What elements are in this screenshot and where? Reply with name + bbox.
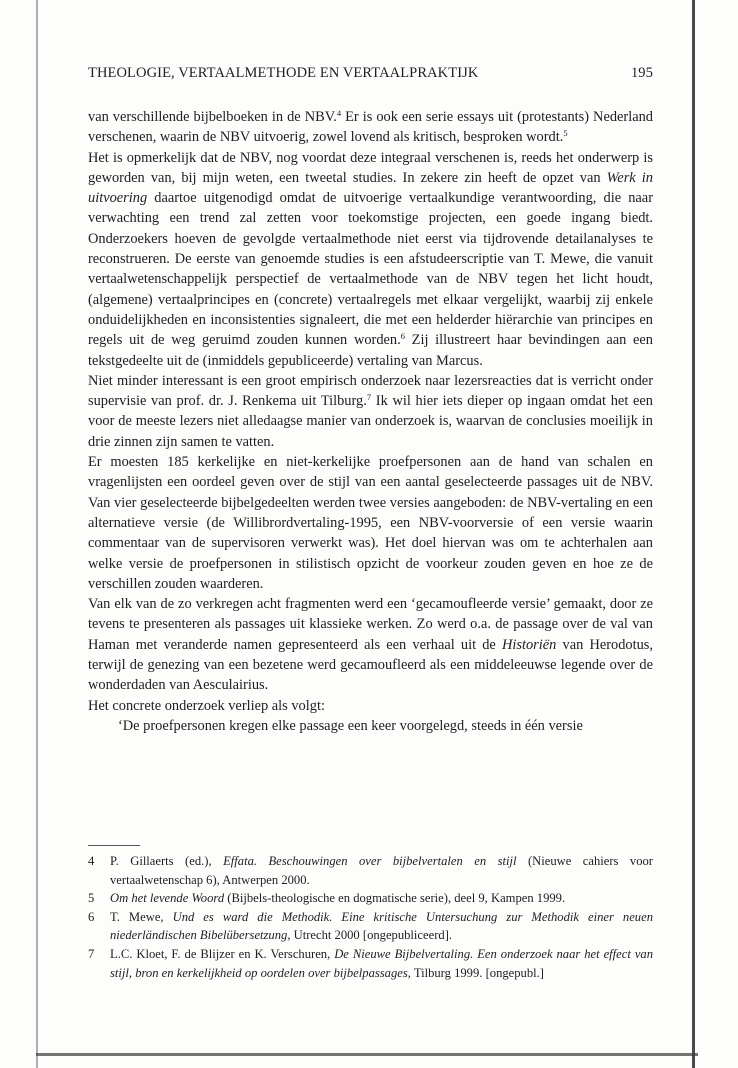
footnote-number: 7 bbox=[88, 946, 95, 961]
footnote-separator bbox=[88, 845, 140, 846]
scan-right-edge bbox=[692, 0, 695, 1068]
italic-title: De Nieuwe Bijbelvertaling. Een onderzoek naar het effect van stijl, bron en kerkelijkheid op oordelen over bijbelpassages bbox=[110, 946, 653, 980]
running-head-title: THEOLOGIE, VERTAALMETHODE EN VERTAALPRAKTIJK bbox=[88, 65, 479, 81]
footnote-number: 6 bbox=[88, 909, 95, 924]
text-run: Het is opmerkelijk dat de NBV, nog voordat deze integraal verschenen is, reeds het onderwerp is geworden van, bij mijn weten, een tweetal studies. In zekere zin heeft de opzet van bbox=[88, 149, 653, 186]
footnote-text bbox=[110, 908, 653, 945]
footnote-text bbox=[110, 945, 653, 982]
paragraph: Het concrete onderzoek verliep als volgt: bbox=[88, 697, 325, 714]
italic-title: Om het levende Woord bbox=[110, 891, 225, 906]
page-number: 195 bbox=[630, 65, 653, 81]
paragraph bbox=[88, 107, 653, 148]
text-run: , Tilburg 1999. [ongepubl.] bbox=[407, 965, 544, 980]
paragraph: Er moesten 185 kerkelijke en niet-kerkelijke proefpersonen aan de hand van schalen en vragenlijsten een oordeel geven over de stijl van een aantal geselecteerde passages uit de NBV. Van vier geselecteerde bijbelgedeelten werden twee versies aangeboden: de NBV-vertaling en een alternatieve versie (de Willibrordvertaling-1995, een NBV-voorversie of een versie waarin commentaar van de supervisoren verwerkt was). Het doel hiervan was om te achterhalen aan welke versie de proefpersonen in stilistisch opzicht de voorkeur zouden geven en hoe ze de verschillen zouden waarderen. bbox=[88, 454, 653, 592]
scan-left-edge bbox=[36, 0, 38, 1068]
text-run: (Bijbels-theologische en dogmatische serie), deel 9, Kampen 1999. bbox=[224, 891, 566, 906]
italic-title: Werk in uitvoering bbox=[88, 169, 653, 207]
quote-paragraph: ‘De proefpersonen kregen elke passage een keer voorgelegd, steeds in één versie bbox=[118, 717, 583, 734]
footnote-4 bbox=[88, 852, 653, 889]
text-run: L.C. Kloet, F. de Blijzer en K. Verschuren, bbox=[110, 946, 335, 961]
footnote-number: 5 bbox=[88, 891, 95, 906]
text-run: daartoe uitgenodigd omdat de uitvoerige vertaalkundige verantwoording, die naar verwachting een trend zal zetten voor toekomstige projecten, een goede ingang biedt. Onderzoekers hoeven de gevolgde vertaalmethode niet eerst via tijdrovende detailanalyses te reconstrueren. De eerste van genoemde studies is een afstudeerscriptie van T. Mewe, die vanuit vertaalwetenschappelijk perspectief de vertaalmethode van de NBV tegen het licht houdt, (algemene) vertaalprincipes en (concrete) vertaalregels met elkaar vergelijkt, waarbij zij enkele onduidelijkheden en inconsistenties signaleert, die met een helderder hiërarchie van principes en regels uit de weg geruimd zouden kunnen worden. bbox=[88, 190, 653, 349]
text-run: , Utrecht 2000 [ongepubliceerd]. bbox=[287, 928, 453, 943]
scan-bottom-edge bbox=[36, 1053, 698, 1056]
footnote-ref-6[interactable]: 6 bbox=[400, 331, 405, 342]
text-run: P. Gillaerts (ed.), bbox=[110, 854, 224, 868]
text-run: van Herodotus, terwijl de genezing van een bezetene werd gecamoufleerd als een middeleeuwse legende over de wonderdaden van Aesculairius. bbox=[88, 636, 654, 694]
italic-title: Und es ward die Methodik. Eine kritische Untersuchung zur Methodik einer neuen niederländischen Bibelübersetzung bbox=[110, 909, 653, 943]
text-run: T. Mewe, bbox=[110, 909, 173, 924]
main-text bbox=[88, 107, 653, 736]
footnote-6 bbox=[88, 908, 653, 945]
running-header bbox=[88, 65, 653, 82]
paragraph bbox=[88, 148, 653, 371]
footnote-ref-4[interactable]: 4 bbox=[336, 108, 342, 118]
footnote-ref-7[interactable]: 7 bbox=[366, 392, 372, 403]
footnote-number: 4 bbox=[88, 854, 95, 868]
italic-title: Historiën bbox=[501, 636, 557, 653]
footnotes bbox=[88, 852, 653, 982]
footnote-text bbox=[110, 889, 653, 908]
paragraph bbox=[88, 594, 653, 695]
text-run: van verschillende bijbelboeken in de NBV. bbox=[88, 109, 337, 125]
text-run: Er is ook een serie essays uit (protestants) Nederland verschenen, waarin de NBV uitvoerig, zowel lovend als kritisch, besproken wordt. bbox=[88, 109, 653, 146]
footnote-text bbox=[110, 852, 653, 889]
footnote-ref-5[interactable]: 5 bbox=[563, 128, 568, 139]
text-run: Niet minder interessant is een groot empirisch onderzoek naar lezersreacties dat is verricht onder supervisie van prof. dr. J. Renkema uit Tilburg. bbox=[88, 372, 653, 410]
text-run: Van elk van de zo verkregen acht fragmenten werd een ‘gecamoufleerde versie’ gemaakt, door ze tevens te presenteren als passages uit klassieke werken. Zo werd o.a. de passage over de val van Haman met veranderde namen gepresenteerd als een verhaal uit de bbox=[88, 596, 653, 653]
text-run: Zij illustreert haar bevindingen aan een tekstgedeelte uit de (inmiddels gepubliceerde) vertaling van Marcus. bbox=[88, 332, 653, 369]
paragraph bbox=[88, 371, 653, 452]
text-run: Ik wil hier iets dieper op ingaan omdat het een voor de meeste lezers niet alledaagse manier van onderzoek is, waarvan de conclusies moeilijk in drie zinnen zijn samen te vatten. bbox=[88, 393, 653, 450]
footnote-7 bbox=[88, 945, 653, 982]
italic-title: Effata. Beschouwingen over bijbelvertalen en stijl bbox=[223, 854, 517, 868]
footnote-5 bbox=[88, 889, 653, 908]
text-run: (Nieuwe cahiers voor vertaalwetenschap 6), Antwerpen 2000. bbox=[110, 854, 653, 887]
